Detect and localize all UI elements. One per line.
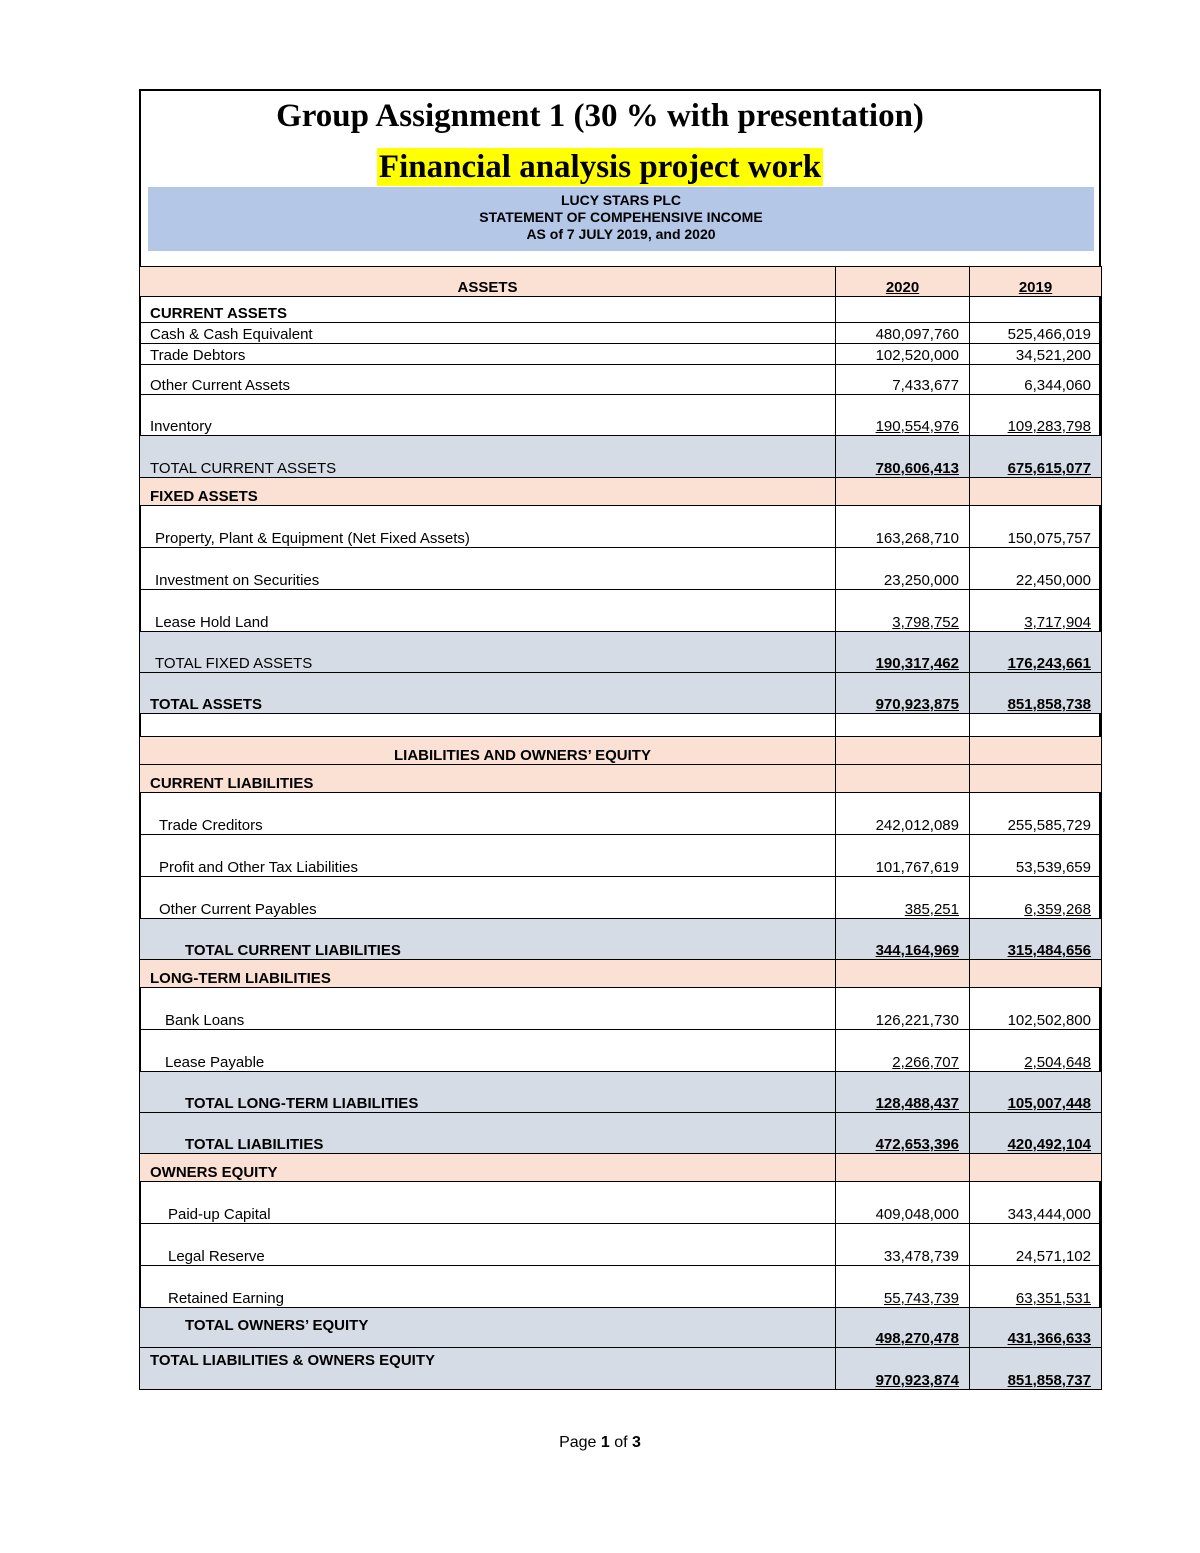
- row-label: TOTAL LIABILITIES: [140, 1113, 836, 1154]
- row-value-2019: 2,504,648: [970, 1030, 1102, 1072]
- row-label: FIXED ASSETS: [140, 478, 836, 506]
- row-value-2020: 780,606,413: [836, 436, 970, 478]
- row-value-2020: 126,221,730: [836, 988, 970, 1030]
- row-value-2020: 472,653,396: [836, 1113, 970, 1154]
- table-row-total: [140, 1113, 1102, 1154]
- table-row: [140, 395, 1102, 436]
- row-value-2020: 102,520,000: [836, 344, 970, 365]
- table-row-section: [140, 765, 1102, 793]
- table-row-total: [140, 436, 1102, 478]
- row-value-2020: 344,164,969: [836, 919, 970, 960]
- table-row: [140, 877, 1102, 919]
- row-value-2019: 3,717,904: [970, 590, 1102, 632]
- row-label: Other Current Payables: [140, 877, 836, 919]
- table-row-total: [140, 632, 1102, 673]
- table-row-total: [140, 1072, 1102, 1113]
- row-value-2020: 55,743,739: [836, 1266, 970, 1308]
- row-value-2020: 2,266,707: [836, 1030, 970, 1072]
- table-row: [140, 297, 1102, 323]
- column-header-label: ASSETS: [140, 267, 836, 297]
- table-row: [140, 590, 1102, 632]
- table-row-section: [140, 478, 1102, 506]
- row-value-2019: [970, 737, 1102, 765]
- row-value-2019: 431,366,633: [970, 1308, 1102, 1348]
- row-value-2020: 242,012,089: [836, 793, 970, 835]
- row-value-2019: 22,450,000: [970, 548, 1102, 590]
- row-label: Profit and Other Tax Liabilities: [140, 835, 836, 877]
- row-value-2020: 7,433,677: [836, 365, 970, 395]
- page-title: Group Assignment 1 (30 % with presentation): [276, 98, 924, 134]
- row-value-2020: 23,250,000: [836, 548, 970, 590]
- row-label: Legal Reserve: [140, 1224, 836, 1266]
- row-value-2020: [836, 297, 970, 323]
- row-value-2019: 102,502,800: [970, 988, 1102, 1030]
- row-value-2020: 190,317,462: [836, 632, 970, 673]
- row-value-2020: 480,097,760: [836, 323, 970, 344]
- row-value-2019: 851,858,738: [970, 673, 1102, 714]
- row-value-2019: 150,075,757: [970, 506, 1102, 548]
- row-value-2019: 525,466,019: [970, 323, 1102, 344]
- row-value-2019: 105,007,448: [970, 1072, 1102, 1113]
- row-value-2020: [836, 960, 970, 988]
- row-label: TOTAL CURRENT LIABILITIES: [140, 919, 836, 960]
- row-value-2019: 255,585,729: [970, 793, 1102, 835]
- row-value-2020: 128,488,437: [836, 1072, 970, 1113]
- page-subtitle: Financial analysis project work: [378, 149, 822, 185]
- row-label: Investment on Securities: [140, 548, 836, 590]
- table-row-section: [140, 1154, 1102, 1182]
- row-label: Lease Payable: [140, 1030, 836, 1072]
- footer-page-of: of: [609, 1434, 633, 1451]
- row-value-2020: [836, 714, 970, 737]
- table-row-blank: [140, 714, 1102, 737]
- row-value-2019: 343,444,000: [970, 1182, 1102, 1224]
- row-label: Retained Earning: [140, 1266, 836, 1308]
- table-row-section: [140, 960, 1102, 988]
- row-value-2020: [836, 478, 970, 506]
- row-label: TOTAL FIXED ASSETS: [140, 632, 836, 673]
- table-row: [140, 835, 1102, 877]
- row-value-2019: 34,521,200: [970, 344, 1102, 365]
- row-value-2020: 970,923,875: [836, 673, 970, 714]
- table-row: [140, 1266, 1102, 1308]
- row-label: TOTAL LONG-TERM LIABILITIES: [140, 1072, 836, 1113]
- table-row: [140, 323, 1102, 344]
- row-label: Bank Loans: [140, 988, 836, 1030]
- table-row: [140, 548, 1102, 590]
- table-row: [140, 1030, 1102, 1072]
- row-label: Trade Creditors: [140, 793, 836, 835]
- column-header-2020: 2020: [836, 267, 970, 297]
- row-value-2020: 498,270,478: [836, 1308, 970, 1348]
- footer-page-prefix: Page: [559, 1434, 601, 1451]
- table-header-row: [140, 267, 1102, 297]
- row-label: TOTAL OWNERS’ EQUITY: [140, 1308, 836, 1348]
- row-value-2019: 6,344,060: [970, 365, 1102, 395]
- row-label: CURRENT LIABILITIES: [140, 765, 836, 793]
- row-value-2019: 53,539,659: [970, 835, 1102, 877]
- row-label: Trade Debtors: [140, 344, 836, 365]
- row-value-2020: [836, 737, 970, 765]
- footer-page-total: 3: [632, 1434, 641, 1451]
- table-row-total: [140, 1308, 1102, 1348]
- row-value-2019: [970, 1154, 1102, 1182]
- row-value-2020: 33,478,739: [836, 1224, 970, 1266]
- row-value-2020: 163,268,710: [836, 506, 970, 548]
- row-value-2019: [970, 960, 1102, 988]
- statement-name: STATEMENT OF COMPEHENSIVE INCOME: [479, 209, 763, 225]
- row-label: TOTAL CURRENT ASSETS: [140, 436, 836, 478]
- row-label: TOTAL ASSETS: [140, 673, 836, 714]
- row-label: Other Current Assets: [140, 365, 836, 395]
- table-row-total: [140, 673, 1102, 714]
- table-row: [140, 1224, 1102, 1266]
- row-value-2019: 109,283,798: [970, 395, 1102, 436]
- row-value-2019: 675,615,077: [970, 436, 1102, 478]
- row-label: Cash & Cash Equivalent: [140, 323, 836, 344]
- row-label: LONG-TERM LIABILITIES: [140, 960, 836, 988]
- row-value-2020: 385,251: [836, 877, 970, 919]
- row-value-2019: [970, 765, 1102, 793]
- row-label: Property, Plant & Equipment (Net Fixed Assets): [140, 506, 836, 548]
- table-row-section: [140, 737, 1102, 765]
- row-value-2019: 315,484,656: [970, 919, 1102, 960]
- row-value-2019: [970, 714, 1102, 737]
- row-value-2020: 409,048,000: [836, 1182, 970, 1224]
- footer-page-number: 1: [600, 1434, 610, 1451]
- row-label: TOTAL LIABILITIES & OWNERS EQUITY: [140, 1348, 836, 1390]
- table-row: [140, 344, 1102, 365]
- row-value-2020: 101,767,619: [836, 835, 970, 877]
- row-label: Paid-up Capital: [140, 1182, 836, 1224]
- row-label: OWNERS EQUITY: [140, 1154, 836, 1182]
- row-value-2019: 63,351,531: [970, 1266, 1102, 1308]
- table-row: [140, 1182, 1102, 1224]
- row-value-2019: [970, 297, 1102, 323]
- page-footer: [0, 1434, 1200, 1452]
- table-row: [140, 793, 1102, 835]
- row-value-2019: 420,492,104: [970, 1113, 1102, 1154]
- row-value-2020: [836, 1154, 970, 1182]
- row-label: [140, 714, 836, 737]
- row-value-2019: 176,243,661: [970, 632, 1102, 673]
- row-label: CURRENT ASSETS: [140, 297, 836, 323]
- table-row: [140, 506, 1102, 548]
- row-value-2020: 3,798,752: [836, 590, 970, 632]
- statement-period: AS of 7 JULY 2019, and 2020: [526, 226, 716, 242]
- table-row: [140, 988, 1102, 1030]
- row-value-2019: 851,858,737: [970, 1348, 1102, 1390]
- row-value-2020: [836, 765, 970, 793]
- row-value-2020: 970,923,874: [836, 1348, 970, 1390]
- row-value-2019: [970, 478, 1102, 506]
- subtitle-wrap: [0, 148, 1200, 186]
- column-header-2019: 2019: [970, 267, 1102, 297]
- table-row-total: [140, 1348, 1102, 1390]
- row-label: Lease Hold Land: [140, 590, 836, 632]
- row-value-2019: 6,359,268: [970, 877, 1102, 919]
- financial-statement-table: [139, 266, 1102, 1390]
- table-row: [140, 365, 1102, 395]
- table-row-total: [140, 919, 1102, 960]
- row-label: LIABILITIES AND OWNERS’ EQUITY: [140, 737, 836, 765]
- row-value-2019: 24,571,102: [970, 1224, 1102, 1266]
- company-header-box: [148, 187, 1094, 251]
- company-name: LUCY STARS PLC: [560, 192, 682, 208]
- row-value-2020: 190,554,976: [836, 395, 970, 436]
- row-label: Inventory: [140, 395, 836, 436]
